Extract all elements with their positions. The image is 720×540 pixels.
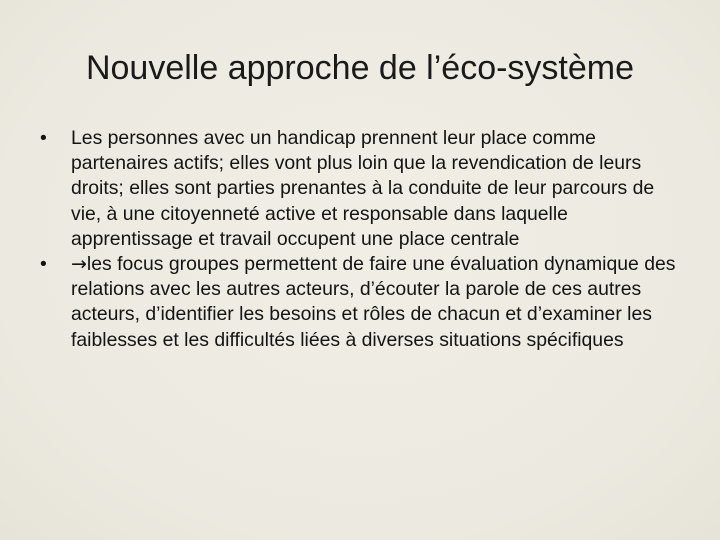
slide-title: Nouvelle approche de l’éco-système (85, 49, 635, 87)
bullet-text: Les personnes avec un handicap prennent leur place comme partenaires actifs; elles vont plus loin que la revendication de leurs droits; elles sont parties prenantes à la conduite de leur parcours de vie, à une citoyenneté active et responsable dans laquelle apprentissage et travail occupent une place centrale (71, 127, 655, 250)
bullet-list (36, 126, 684, 353)
bullet-marker: • (40, 253, 47, 276)
arrow-right-icon: → (71, 253, 87, 276)
bullet-text: les focus groupes permettent de faire une évaluation dynamique des relations avec les autres acteurs, d’écouter la parole de ces autres acteurs, d’identifier les besoins et rôles de chacun et d’examiner les faiblesses et les difficultés liées à diverses situations spécifiques (71, 253, 676, 351)
bullet-marker: • (40, 127, 47, 149)
bullet-item (36, 252, 684, 353)
bullet-item (36, 126, 684, 252)
